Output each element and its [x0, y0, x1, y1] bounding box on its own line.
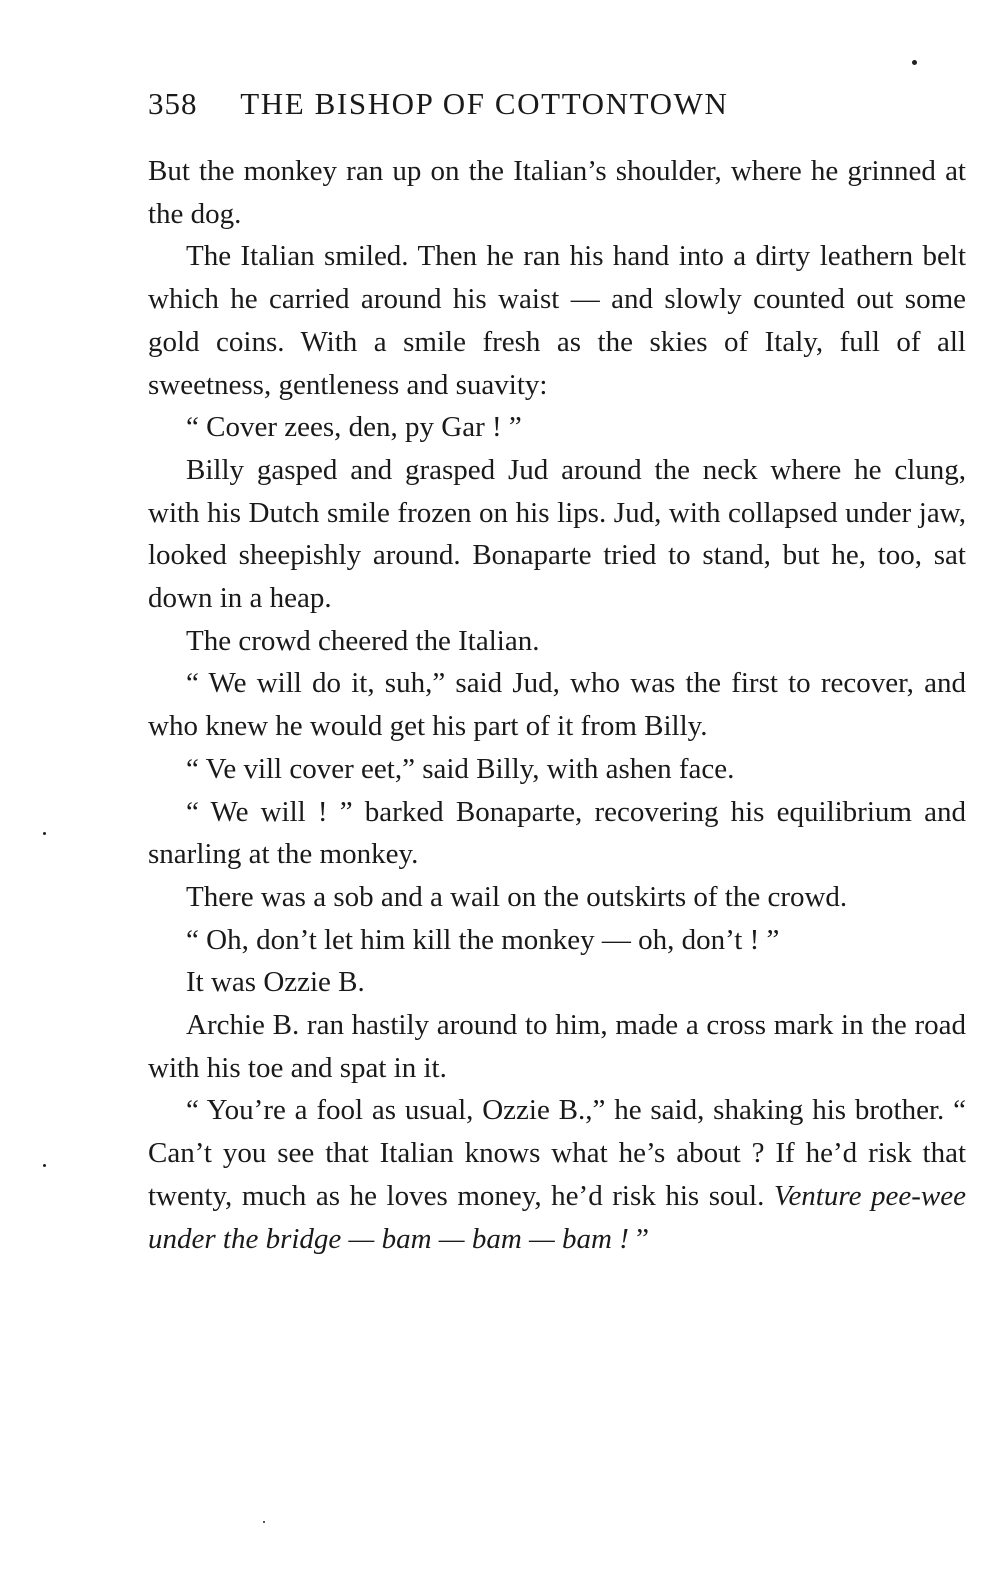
running-head	[148, 86, 868, 122]
paragraph-text: “ You’re a fool as usual, Ozzie B.,” he said, shaking his brother. “ Can’t you see that Italian knows what he’s about ? If he’d risk that twenty, much as he loves money, he’d risk his soul.	[148, 1094, 966, 1212]
paragraph: There was a sob and a wail on the outskirts of the crowd.	[186, 880, 848, 913]
italic-phrase: Venture pee-wee under the bridge — bam — bam — bam !	[148, 1179, 967, 1255]
paragraph: “ Ve vill cover eet,” said Billy, with ashen face.	[186, 752, 735, 785]
paragraph: “ We will do it, suh,” said Jud, who was the first to recover, and who knew he would get his part of it from Billy.	[148, 667, 966, 743]
scan-speck	[263, 1521, 265, 1523]
running-title: THE BISHOP OF COTTONTOWN	[240, 86, 729, 121]
paragraph: The Italian smiled. Then he ran his hand into a dirty leathern belt which he carried around his waist — and slowly counted out some gold coins. With a smile fresh as the skies of Italy, full of all sweetness, gentleness and suavity:	[148, 240, 966, 401]
closing-quote: ”	[628, 1222, 650, 1255]
page-number: 358	[148, 86, 198, 121]
body-text	[148, 150, 966, 1260]
paragraph: Archie B. ran hastily around to him, made a cross mark in the road with his toe and spat in it.	[148, 1009, 966, 1084]
paragraph: “ We will ! ” barked Bonaparte, recovering his equilibrium and snarling at the monkey.	[148, 795, 966, 871]
paragraph: “ Oh, don’t let him kill the monkey — oh, don’t ! ”	[186, 923, 780, 956]
scan-speck	[43, 1164, 46, 1167]
scan-speck	[912, 60, 917, 65]
paragraph: But the monkey ran up on the Italian’s shoulder, where he grinned at the dog.	[148, 155, 966, 230]
paragraph: It was Ozzie B.	[186, 966, 365, 999]
paragraph: “ Cover zees, den, py Gar ! ”	[186, 411, 522, 444]
paragraph-last	[148, 1089, 966, 1260]
paragraph: The crowd cheered the Italian.	[186, 624, 540, 657]
paragraph: Billy gasped and grasped Jud around the neck where he clung, with his Dutch smile frozen on his lips. Jud, with collapsed under jaw, looked sheepishly around. Bonaparte tried to stand, but he, too, sat down in a heap.	[148, 453, 966, 615]
scan-speck	[43, 832, 46, 835]
